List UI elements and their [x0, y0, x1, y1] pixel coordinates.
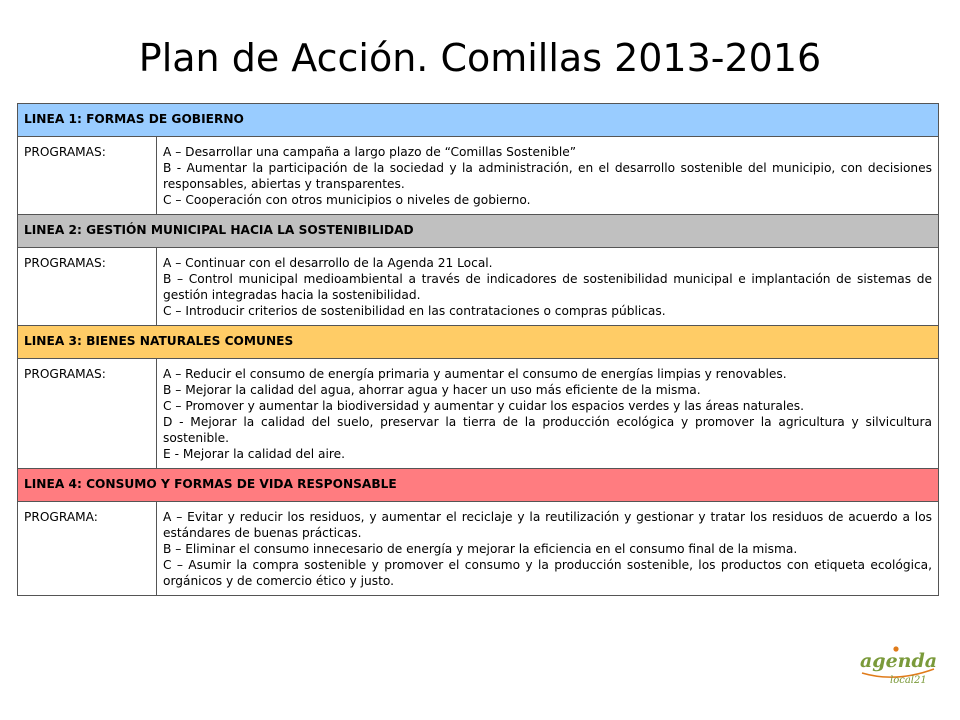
line-2-header-row — [18, 215, 939, 248]
line-4-label: PROGRAMA: — [18, 502, 157, 596]
logo-text: agenda — [860, 650, 938, 672]
line-4-programs-row — [18, 502, 939, 596]
line-1-programs — [157, 137, 939, 215]
line-3-program-b: B – Mejorar la calidad del agua, ahorrar agua y hacer un uso más eficiente de la misma. — [163, 383, 701, 397]
line-3-program-c: C – Promover y aumentar la biodiversidad y aumentar y cuidar los espacios verdes y las áreas naturales. — [163, 399, 805, 413]
line-2-program-c: C – Introducir criterios de sostenibilidad en las contrataciones o compras públicas. — [163, 304, 666, 318]
line-3-program-d: D - Mejorar la calidad del suelo, preservar la tierra de la producción ecológica y promover la agricultura y silvicultura sostenible. — [163, 415, 932, 445]
line-4-program-a: A – Evitar y reducir los residuos, y aumentar el reciclaje y la reutilización y gestionar y tratar los residuos de acuerdo a los estándares de buenas prácticas. — [163, 510, 932, 540]
line-2-program-b: B – Control municipal medioambiental a través de indicadores de sostenibilidad municipal e implantación de sistemas de gestión integradas hacia la sostenibilidad. — [163, 272, 932, 302]
page-title: Plan de Acción. Comillas 2013-2016 — [138, 36, 822, 80]
line-1-programs-row — [18, 137, 939, 215]
logo-subtext: local21 — [890, 675, 927, 686]
line-4-program-c: C – Asumir la compra sostenible y promover el consumo y la producción sostenible, los productos con etiqueta ecológica, orgánicos y de comercio ético y justo. — [163, 558, 932, 588]
line-3-program-a: A – Reducir el consumo de energía primaria y aumentar el consumo de energías limpias y renovables. — [163, 367, 787, 381]
line-2-program-a: A – Continuar con el desarrollo de la Agenda 21 Local. — [163, 256, 493, 270]
action-plan-table — [17, 103, 939, 596]
line-4-program-b: B – Eliminar el consumo innecesario de energía y mejorar la eficiencia en el consumo final de la misma. — [163, 542, 798, 556]
line-3-programs-row — [18, 359, 939, 469]
line-4-header-row — [18, 469, 939, 502]
line-1-header-row — [18, 104, 939, 137]
agenda-local21-logo — [856, 643, 940, 687]
line-4-programs — [157, 502, 939, 596]
line-3-label: PROGRAMAS: — [18, 359, 157, 469]
line-2-header: LINEA 2: GESTIÓN MUNICIPAL HACIA LA SOSTENIBILIDAD — [18, 215, 939, 248]
line-2-programs — [157, 248, 939, 326]
line-1-program-c: C – Cooperación con otros municipios o niveles de gobierno. — [163, 193, 531, 207]
line-4-header: LINEA 4: CONSUMO Y FORMAS DE VIDA RESPONSABLE — [18, 469, 939, 502]
line-1-label: PROGRAMAS: — [18, 137, 157, 215]
line-3-programs — [157, 359, 939, 469]
line-3-header: LINEA 3: BIENES NATURALES COMUNES — [18, 326, 939, 359]
line-3-program-e: E - Mejorar la calidad del aire. — [163, 447, 346, 461]
line-1-header: LINEA 1: FORMAS DE GOBIERNO — [18, 104, 939, 137]
line-3-header-row — [18, 326, 939, 359]
line-2-label: PROGRAMAS: — [18, 248, 157, 326]
line-2-programs-row — [18, 248, 939, 326]
line-1-program-a: A – Desarrollar una campaña a largo plazo de “Comillas Sostenible” — [163, 145, 577, 159]
line-1-program-b: B - Aumentar la participación de la sociedad y la administración, en el desarrollo sostenible del municipio, con decisiones responsables, abiertas y transparentes. — [163, 161, 932, 191]
